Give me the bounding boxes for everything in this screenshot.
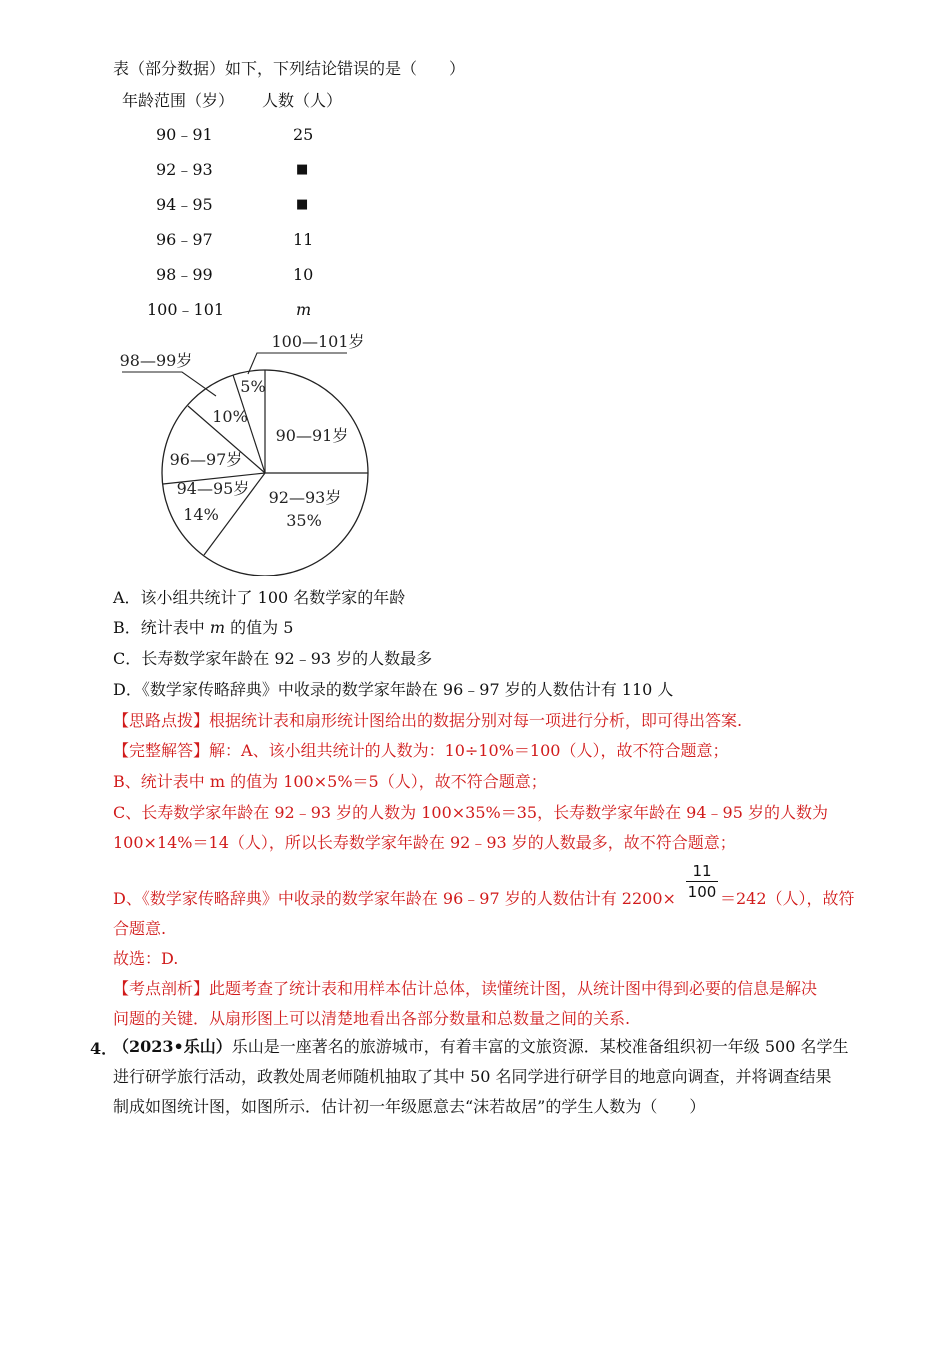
full-solution-line (113, 740, 728, 762)
option-d: D．《数学家传略辞典》中收录的数学家年龄在 96﹣97 岁的人数估计有 110 人 (113, 680, 674, 699)
table-cell-count: 25 (293, 125, 314, 144)
question-stem-line: 表（部分数据）如下，下列结论错误的是（ ） (113, 59, 466, 78)
question-4-line2: 进行研学旅行活动，政教处周老师随机抽取了其中 50 名同学进行研学目的地意向调查，并将调查结果 (113, 1067, 832, 1086)
option-a: A．该小组共统计了 100 名数学家的年龄 (113, 588, 406, 607)
table-cell-age: 96﹣97 (156, 230, 213, 249)
fraction-numerator: 11 (692, 862, 712, 880)
solution-d-line2: 合题意. (113, 919, 167, 938)
question-text: 乐山是一座著名的旅游城市，有着丰富的文旅资源．某校准备组织初一年级 500 名学生 (231, 1037, 849, 1056)
hint-text: 根据统计表和扇形统计图给出的数据分别对每一项进行分析，即可得出答案. (209, 711, 743, 730)
table-cell-count: ■ (296, 162, 309, 177)
table-header-count: 人数（人） (262, 91, 343, 110)
fraction-denominator: 100 (687, 883, 717, 901)
solution-d-line1-pre: D、《数学家传略辞典》中收录的数学家年龄在 96﹣97 岁的人数估计有 2200× (113, 889, 676, 908)
solution-choice: 故选：D. (113, 949, 179, 968)
slice-percent: 5% (240, 377, 266, 396)
slice-percent: 14% (183, 505, 219, 524)
solution-b: B、统计表中 m 的值为 100×5%＝5（人），故不符合题意； (113, 772, 547, 791)
table-cell-count: 10 (293, 265, 314, 284)
option-c: C．长寿数学家年龄在 92﹣93 岁的人数最多 (113, 649, 433, 668)
slice-label: 98—99岁 (119, 351, 193, 370)
slice-label: 94—95岁 (176, 479, 250, 498)
hint-line (113, 710, 742, 732)
slice-percent: 35% (286, 511, 322, 530)
table-header-age: 年龄范围（岁） (122, 91, 235, 110)
option-b (113, 617, 293, 639)
hint-tag: 【思路点拨】 (113, 711, 210, 730)
solution-c-line2: 100×14%＝14（人），所以长寿数学家年龄在 92﹣93 岁的人数最多，故不符合题意； (113, 833, 736, 852)
table-cell-count: 11 (293, 230, 314, 249)
slice-label: 92—93岁 (268, 488, 342, 507)
question-4-line1 (113, 1036, 848, 1058)
table-cell-count: ■ (296, 197, 309, 212)
analysis-line2: 问题的关键．从扇形图上可以清楚地看出各部分数量和总数量之间的关系. (113, 1009, 631, 1028)
fraction-bar (686, 881, 718, 882)
fraction (686, 862, 718, 901)
slice-label: 100—101岁 (271, 332, 365, 351)
pie-chart (112, 326, 372, 576)
full-solution-tag: 【完整解答】 (113, 741, 210, 760)
table-cell-age: 94﹣95 (156, 195, 213, 214)
solution-d-line1-post: ＝242（人），故符 (720, 889, 855, 908)
question-number: 4． (90, 1039, 118, 1058)
table-cell-count: m (296, 300, 312, 319)
question-source: （2023•乐山） (113, 1037, 232, 1056)
table-cell-age: 100﹣101 (147, 300, 225, 319)
slice-label: 96—97岁 (169, 450, 243, 469)
solution-a: 解：A、该小组共统计的人数为：10÷10%＝100（人），故不符合题意； (209, 741, 729, 760)
option-b-text: 的值为 5 (225, 618, 294, 637)
option-b-text: B．统计表中 (113, 618, 210, 637)
question-4-line3: 制成如图统计图，如图所示．估计初一年级愿意去“沫若故居”的学生人数为（ ） (113, 1097, 706, 1116)
analysis-line1 (113, 978, 817, 1000)
slice-percent: 10% (212, 407, 248, 426)
slice-label: 90—91岁 (275, 426, 349, 445)
table-cell-age: 90﹣91 (156, 125, 213, 144)
option-b-var: m (209, 618, 226, 637)
leader-line (248, 353, 347, 374)
analysis-tag: 【考点剖析】 (113, 979, 210, 998)
solution-c-line1: C、长寿数学家年龄在 92﹣93 岁的人数为 100×35%＝35，长寿数学家年龄在 94﹣95 岁的人数为 (113, 803, 828, 822)
table-cell-age: 92﹣93 (156, 160, 213, 179)
analysis-text: 此题考查了统计表和用样本估计总体，读懂统计图，从统计图中得到必要的信息是解决 (209, 979, 818, 998)
table-cell-age: 98﹣99 (156, 265, 213, 284)
